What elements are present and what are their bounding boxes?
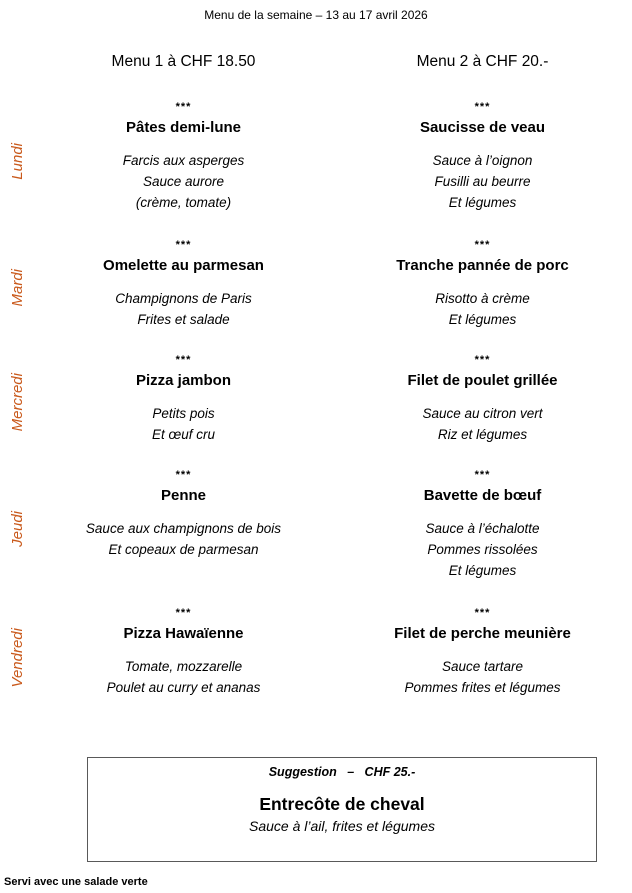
menu1-cell-lundi	[34, 92, 333, 230]
stars-separator: ***	[474, 607, 491, 619]
dish-name: Omelette au parmesan	[103, 257, 264, 274]
stars-separator: ***	[175, 354, 192, 366]
stars-separator: ***	[175, 101, 192, 113]
dish-description-line: (crème, tomate)	[135, 195, 232, 210]
dish-description-line: Et légumes	[448, 312, 517, 327]
dish-name: Bavette de bœuf	[423, 487, 542, 504]
dish-name: Penne	[160, 487, 206, 504]
dish-description	[333, 403, 632, 445]
menu1-cell-jeudi	[34, 460, 333, 598]
column-header-menu1: Menu 1 à CHF 18.50	[111, 53, 256, 70]
dish-name: Pâtes demi-lune	[125, 119, 242, 136]
dish-description-line: Risotto à crème	[435, 291, 530, 306]
dish-description-line: Et copeaux de parmesan	[108, 542, 259, 557]
day-label-vendredi: Vendredi	[8, 628, 26, 688]
dish-name: Saucisse de veau	[419, 119, 546, 136]
dish-description-line: Et œuf cru	[151, 427, 215, 442]
dish-description-line: Petits pois	[152, 406, 215, 421]
dish-description-line: Sauce tartare	[441, 659, 524, 674]
dish-description	[34, 656, 333, 698]
menu2-cell-jeudi	[333, 460, 632, 598]
dish-description-line: Tomate, mozzarelle	[124, 659, 243, 674]
document-title: Menu de la semaine – 13 au 17 avril 2026	[204, 8, 428, 22]
dish-description-line: Sauce à l’oignon	[432, 153, 533, 168]
dish-description-line: Sauce aux champignons de bois	[85, 521, 282, 536]
day-label-lundi: Lundi	[8, 142, 26, 180]
day-row-mercredi	[0, 345, 632, 460]
menu1-cell-vendredi	[34, 598, 333, 718]
dish-name: Filet de perche meunière	[394, 625, 571, 642]
day-row-jeudi	[0, 460, 632, 598]
dish-name: Tranche pannée de porc	[396, 257, 569, 274]
dish-description	[34, 403, 333, 445]
dish-name: Filet de poulet grillée	[407, 372, 558, 389]
suggestion-title: Suggestion – CHF 25.-	[268, 765, 416, 779]
column-header-spacer	[0, 52, 34, 71]
menu2-cell-vendredi	[333, 598, 632, 718]
dish-description-line: Sauce à l’échalotte	[425, 521, 540, 536]
stars-separator: ***	[474, 101, 491, 113]
day-label-jeudi: Jeudi	[8, 511, 26, 547]
suggestion-dish-name: Entrecôte de cheval	[259, 794, 425, 814]
dish-description-line: Champignons de Paris	[115, 291, 252, 306]
dish-description-line: Sauce aurore	[142, 174, 225, 189]
day-row-mardi	[0, 230, 632, 345]
dish-description-line: Farcis aux asperges	[122, 153, 245, 168]
day-row-vendredi	[0, 598, 632, 718]
menu2-cell-lundi	[333, 92, 632, 230]
column-header-menu2: Menu 2 à CHF 20.-	[416, 53, 549, 70]
suggestion-box	[87, 757, 597, 862]
dish-description-line: Sauce au citron vert	[422, 406, 543, 421]
day-label-mardi: Mardi	[8, 268, 26, 307]
dish-description	[333, 288, 632, 330]
dish-description-line: Et légumes	[448, 195, 517, 210]
dish-description-line: Fusilli au beurre	[434, 174, 531, 189]
dish-description	[34, 288, 333, 330]
dish-description-line: Pommes rissolées	[427, 542, 538, 557]
stars-separator: ***	[474, 239, 491, 251]
weekly-menu	[0, 92, 632, 718]
dish-description-line: Pommes frites et légumes	[404, 680, 561, 695]
menu2-cell-mardi	[333, 230, 632, 345]
suggestion-description: Sauce à l’ail, frites et légumes	[249, 818, 435, 834]
dish-description	[333, 656, 632, 698]
day-row-lundi	[0, 92, 632, 230]
menu1-cell-mardi	[34, 230, 333, 345]
stars-separator: ***	[175, 239, 192, 251]
stars-separator: ***	[474, 469, 491, 481]
dish-description-line: Riz et légumes	[437, 427, 528, 442]
dish-description-line: Frites et salade	[137, 312, 230, 327]
dish-description-line: Poulet au curry et ananas	[106, 680, 261, 695]
day-label-mercredi: Mercredi	[8, 373, 26, 432]
stars-separator: ***	[175, 469, 192, 481]
dish-description-line: Et légumes	[448, 563, 517, 578]
stars-separator: ***	[175, 607, 192, 619]
column-headers	[0, 52, 632, 71]
menu1-cell-mercredi	[34, 345, 333, 460]
dish-description	[34, 518, 333, 560]
dish-name: Pizza Hawaïenne	[123, 625, 244, 642]
dish-description	[34, 150, 333, 213]
stars-separator: ***	[474, 354, 491, 366]
dish-description	[333, 518, 632, 581]
dish-description	[333, 150, 632, 213]
dish-name: Pizza jambon	[135, 372, 232, 389]
menu2-cell-mercredi	[333, 345, 632, 460]
footer-note: Servi avec une salade verte	[4, 876, 148, 888]
